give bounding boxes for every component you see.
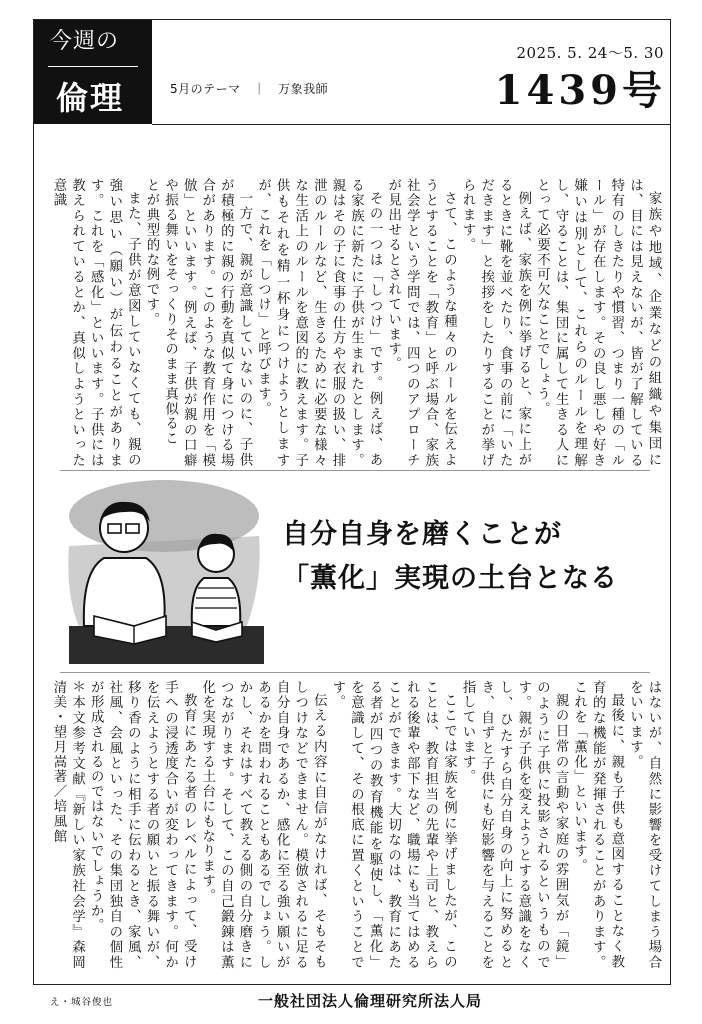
issue-date-range: 2025. 5. 24〜5. 30 (516, 44, 664, 62)
reference-note: ＊本文参考文献『新しい家族社会学』森岡清美・望月嵩著／培風館 (51, 680, 85, 970)
paragraph: その一つは「しつけ」です。例えば、ある家族に新たに子供が生まれたとします。親はその子に食事の仕方や衣服の扱い、排泄のルールなど、生きるために必要な様々な生活上のルールを意図的に教えます。子供もそれを精一杯身につけようとしますが、これを「しつけ」と呼びます。 (255, 178, 383, 468)
title-logo (34, 20, 152, 124)
article-body-top (42, 178, 662, 468)
paragraph: ここでは家族を例に挙げましたが、このことは、教育担当の先輩や上司と、教えられる後輩や部下など、職場にも当てはめることができます。大切なのは、教育にあたる者が四つの教育機能を駆使し、「薫化」を意識して、その根底に置くということです。 (329, 680, 457, 970)
paragraph: 教育にあたる者のレベルによって、受け手への浸透度合いが変わってきます。何かを伝えようとする者の願いと振る舞いが、移り香のように相手に伝わるとき、家風、社風、会風といった、その集団独自の個性が形成されるのではないでしょうか。 (88, 680, 197, 970)
paragraph: 家族や地域、企業などの組織や集団には、目には見えないが、皆が了解している特有のしきたりや慣習、つまり一種の「ルール」が存在します。その良し悪しや好き嫌いは別として、これらのルールを理解し、守ることは、集団に属して生きる人にとって必要不可欠なことでしょう。 (534, 178, 661, 468)
paragraph: 最後に、親も子供も意図することなく教育的な機能が発揮されることがあります。これを「薫化」といいます。 (571, 680, 624, 970)
issue-number: 1439号 (494, 67, 666, 114)
publisher-name: 一般社団法人倫理研究所法人局 (258, 992, 483, 1010)
logo-top-text: 今週の (50, 29, 120, 54)
paragraph: また、子供が意図していなくても、親の強い思い（願い）が伝わることがあります。これを「感化」といいます。子供には教えられているとか、真似しようといった意識 (51, 178, 141, 468)
father-and-child-reading-icon (64, 476, 264, 664)
paragraph: はないが、自然に影響を受けてしまう場合をいいます。 (627, 680, 661, 970)
paragraph: とが典型的な例です。 (143, 178, 159, 327)
section-divider (60, 672, 650, 673)
paragraph: さて、このような種々のルールを伝えようとすることを「教育」と呼ぶ場合、家族社会学という学問では、四つのアプローチが見出せるとされています。 (385, 178, 457, 468)
illustration-credit: え・城谷俊也 (50, 997, 114, 1008)
article-headline (282, 513, 618, 601)
article-body-bottom (42, 680, 662, 970)
paragraph: 親の日常の言動や家庭の雰囲気が「鏡」のように子供に投影されるというものです。親が子供を変えようとする意識をなくし、ひたすら自分自身の向上に努めるとき、自ずと子供にも好影響を与えることを指しています。 (460, 680, 569, 970)
headline-line-1: 自分自身を磨くことが (282, 519, 562, 550)
logo-bottom-text: 倫理 (56, 79, 125, 117)
paragraph: 伝える内容に自信がなければ、そもそもしつけなどできません。模倣されるに足る自分自身であるか、感化に至る強い願いがあるかを問われることもあるでしょう。しかし、それはすべて教える側の自分磨きにつながります。そして、この自己鍛錬は薫化を実現する土台にもなります。 (199, 680, 327, 970)
logo-divider (48, 66, 138, 67)
header-divider (152, 124, 671, 125)
paragraph: 一方で、親が意識していないのに、子供が積極的に親の行動を真似て身につける場合があります。このような教育作用を「模倣」といいます。例えば、子供が親の口癖や振る舞いをそっくりそのまま真似るこ (162, 178, 252, 468)
monthly-theme: 5月のテーマ ｜ 万象我師 (170, 82, 329, 96)
section-divider (60, 470, 650, 471)
headline-line-2: 「薫化」実現の土台となる (282, 563, 618, 594)
paragraph: 例えば、家族を例に挙げると、家に上がるときに靴を並べたり、食事の前に「いただきます」と挨拶をしたりすることが挙げられます。 (460, 178, 531, 468)
